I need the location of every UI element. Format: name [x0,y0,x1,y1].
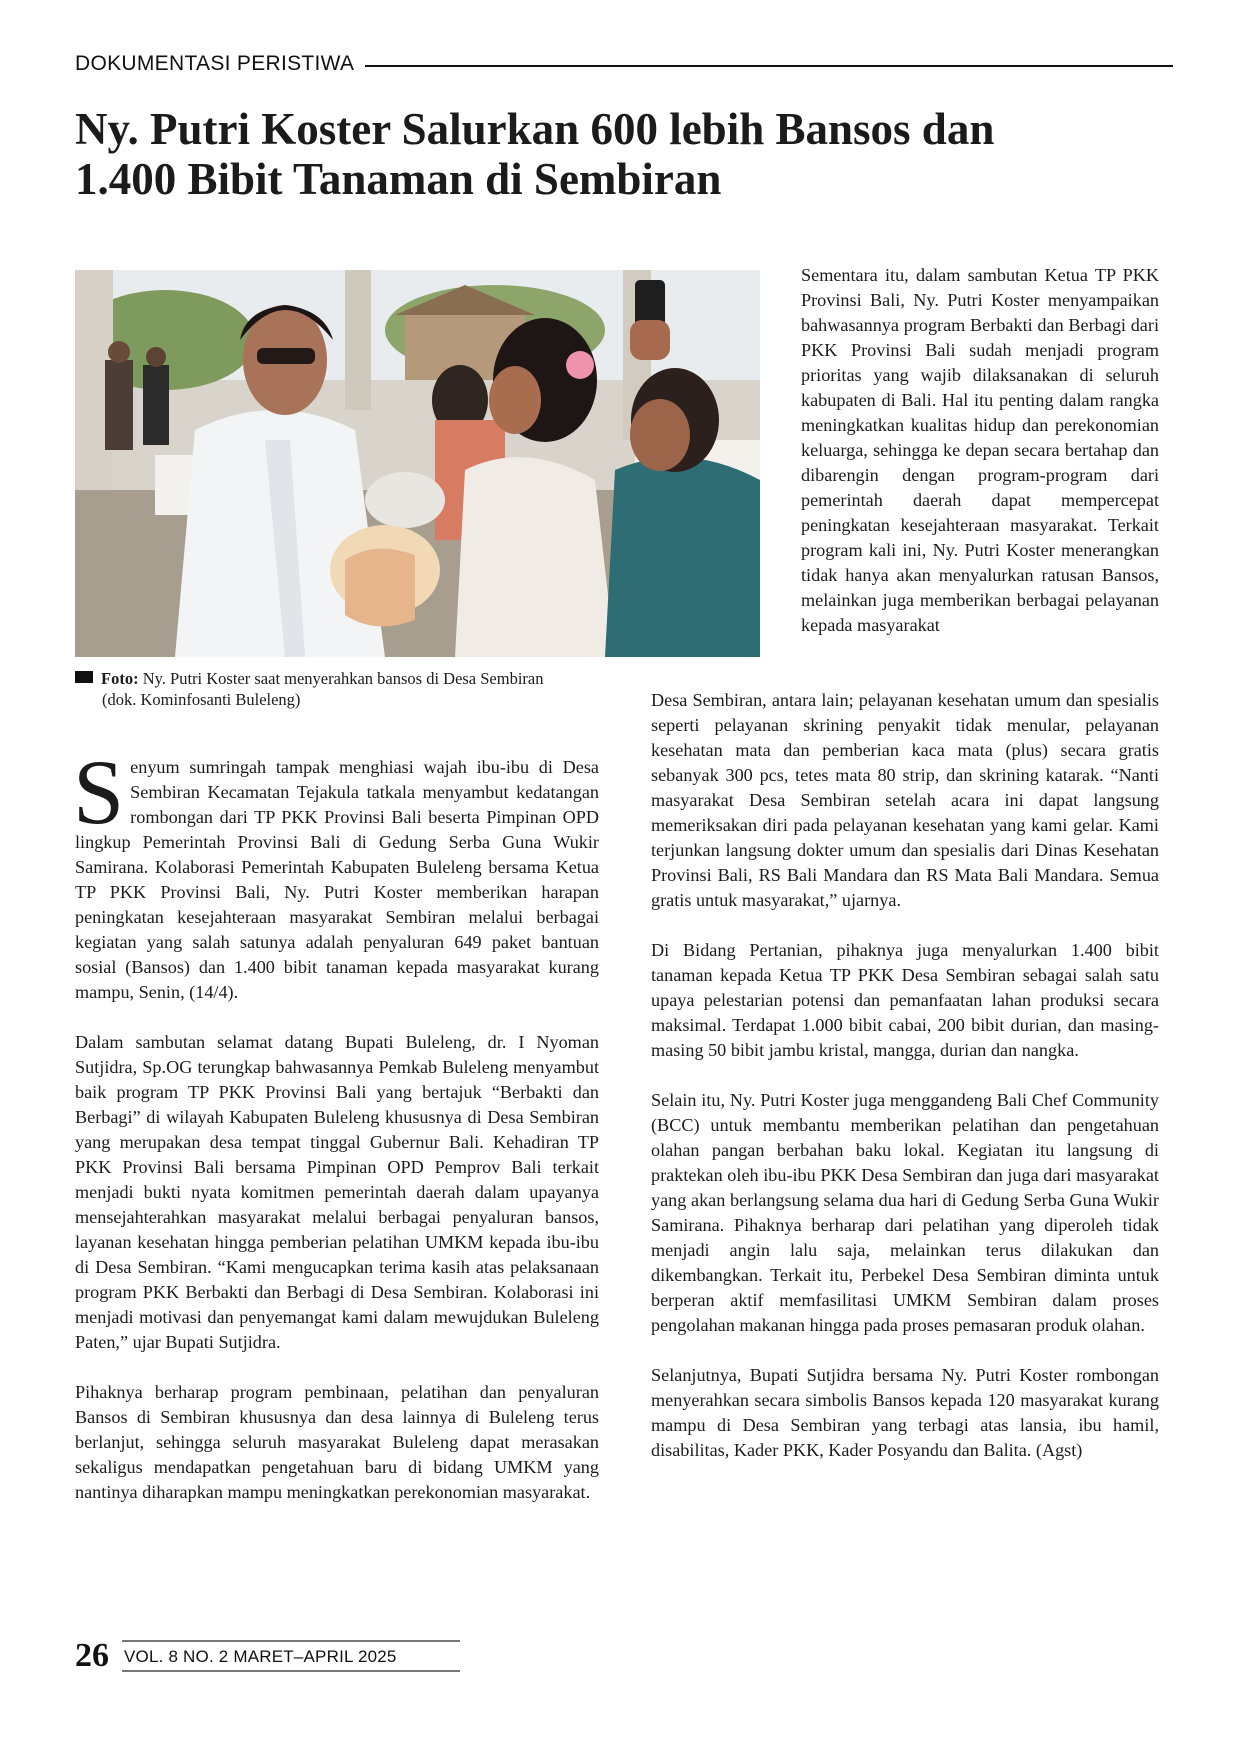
paragraph-2: Dalam sambutan selamat datang Bupati Buleleng, dr. I Nyoman Sutjidra, Sp.OG terungkap bahwasannya Pemkab Buleleng menyambut baik program TP PKK Provinsi Bali yang bertajuk “Berbakti dan Berbagi” di wilayah Kabupaten Buleleng khususnya di Desa Sembiran yang merupakan desa tempat tinggal Gubernur Bali. Kehadiran TP PKK Provinsi Bali bersama Pimpinan OPD Pemprov Bali terkait menjadi bukti nyata komitmen pemerintah daerah dalam upayanya mensejahterahkan masyarakat melalui berbagai penyaluran bansos, layanan kesehatan hingga pemberian pelatihan UMKM kepada ibu-ibu di Desa Sembiran. “Kami mengucapkan terima kasih atas pelaksanaan program PKK Berbakti dan Berbagi di Desa Sembiran. Kolaborasi ini menjadi motivasi dan penyemangat kami dalam mewujdukan Buleleng Paten,” ujar Bupati Sutjidra. [75,1032,599,1352]
article-photo [75,270,760,657]
photo-caption [75,668,615,710]
title-line-1: Ny. Putri Koster Salurkan 600 lebih Bansos dan [75,104,995,154]
issue-info: VOL. 8 NO. 2 MARET–APRIL 2025 [124,1647,397,1666]
section-rule [365,65,1173,67]
paragraph-3: Pihaknya berharap program pembinaan, pelatihan dan penyaluran Bansos di Sembiran khususnya dan desa lainnya di Buleleng terus berlanjut, sehingga seluruh masyarakat Buleleng dapat merasakan sekaligus mendapatkan pengetahuan baru di bidang UMKM yang nantinya diharapkan mampu meningkatkan perekonomian masyarakat. [75,1382,599,1502]
paragraph-5: Di Bidang Pertanian, pihaknya juga menyalurkan 1.400 bibit tanaman kepada Ketua TP PKK Desa Sembiran sebagai salah satu upaya pelestarian potensi dan pemanfaatan lahan produksi secara maksimal. Terdapat 1.000 bibit cabai, 200 bibit durian, dan masing-masing 50 bibit jambu kristal, mangga, durian dan nangka. [651,940,1159,1060]
caption-label: Foto: [101,669,139,688]
caption-credit: (dok. Kominfosanti Buleleng) [102,690,301,709]
paragraph-4-part-2: Desa Sembiran, antara lain; pelayanan kesehatan umum dan spesialis seperti pelayanan skrining penyakit tidak menular, pelayanan kesehatan mata dan pemberian kaca mata (plus) secara gratis sebanyak 300 pcs, tetes mata 80 strip, dan skrining katarak. “Nanti masyarakat Desa Sembiran setelah acara ini dapat langsung memeriksakan diri pada pelayanan kesehatan yang kami gelar. Kami terjunkan langsung dokter umum dan spesialis dari Dinas Kesehatan Provinsi Bali, RS Bali Mandara dan RS Mata Bali Mandara. Semua gratis untuk masyarakat,” ujarnya. [651,690,1159,910]
article-column-right-top [801,263,1159,638]
article-column-left [73,741,599,1505]
paragraph-6: Selain itu, Ny. Putri Koster juga menggandeng Bali Chef Community (BCC) untuk membantu memberikan pelatihan dan pengetahuan olahan pangan berbahan baku lokal. Kegiatan itu langsung di praktekan oleh ibu-ibu PKK Desa Sembiran dan juga dari masyarakat yang akan berlangsung selama dua hari di Gedung Serba Guna Wukir Samirana. Pihaknya berharap dari pelatihan yang diperoleh tidak menjadi angin lalu saja, melainkan terus dilakukan dan dikembangkan. Terkait itu, Perbekel Desa Sembiran diminta untuk berperan aktif memfasilitasi UMKM Sembiran dalam proses pengolahan makanan hingga pada proses pemasaran produk olahan. [651,1090,1159,1335]
paragraph-1-text: enyum sumringah tampak menghiasi wajah ibu-ibu di Desa Sembiran Kecamatan Tejakula tatkala menyambut kedatangan rombongan dari TP PKK Provinsi Bali beserta Pimpinan OPD lingkup Pemerintah Provinsi Bali di Gedung Serba Guna Wukir Samirana. Kolaborasi Pemerintah Kabupaten Buleleng bersama Ketua TP PKK Provinsi Bali, Ny. Putri Koster memberikan harapan peningkatan kesejahteraan masyarakat Sembiran melalui berbagai kegiatan yang salah satunya adalah penyaluran 649 paket bantuan sosial (Bansos) dan 1.400 bibit tanaman kepada masyarakat kurang mampu, Senin, (14/4). [75,757,599,1002]
article-column-right [651,688,1159,1463]
section-label: DOKUMENTASI PERISTIWA [75,52,355,75]
title-line-2: 1.400 Bibit Tanaman di Sembiran [75,154,722,204]
caption-marker [75,671,93,683]
paragraph-7: Selanjutnya, Bupati Sutjidra bersama Ny. Putri Koster rombongan menyerahkan secara simbolis Bansos kepada 120 masyarakat kurang mampu di Desa Sembiran yang terbagi atas lansia, ibu hamil, disabilitas, Kader PKK, Kader Posyandu dan Balita. (Agst) [651,1365,1159,1460]
caption-text: Ny. Putri Koster saat menyerahkan bansos di Desa Sembiran [138,669,544,688]
page-number: 26 [75,1637,109,1674]
paragraph-4-part-1: Sementara itu, dalam sambutan Ketua TP PKK Provinsi Bali, Ny. Putri Koster menyampaikan bahwasannya program Berbakti dan Berbagi dari PKK Provinsi Bali sudah menjadi program prioritas yang wajib dilaksanakan di seluruh kabupaten di Bali. Hal itu penting dalam rangka meningkatkan kualitas hidup dan perekonomian keluarga, sehingga ke depan secara bertahap dan dibarengin dengan program-program dari pemerintah daerah dapat mempercepat peningkatan kesejahteraan masyarakat. Terkait program kali ini, Ny. Putri Koster menerangkan tidak hanya akan menyalurkan ratusan Bansos, melainkan juga memberikan berbagai pelayanan kepada masyarakat [801,265,1159,635]
paragraph-1 [73,741,599,1005]
article-title [75,104,1075,204]
drop-cap: S [73,741,125,843]
